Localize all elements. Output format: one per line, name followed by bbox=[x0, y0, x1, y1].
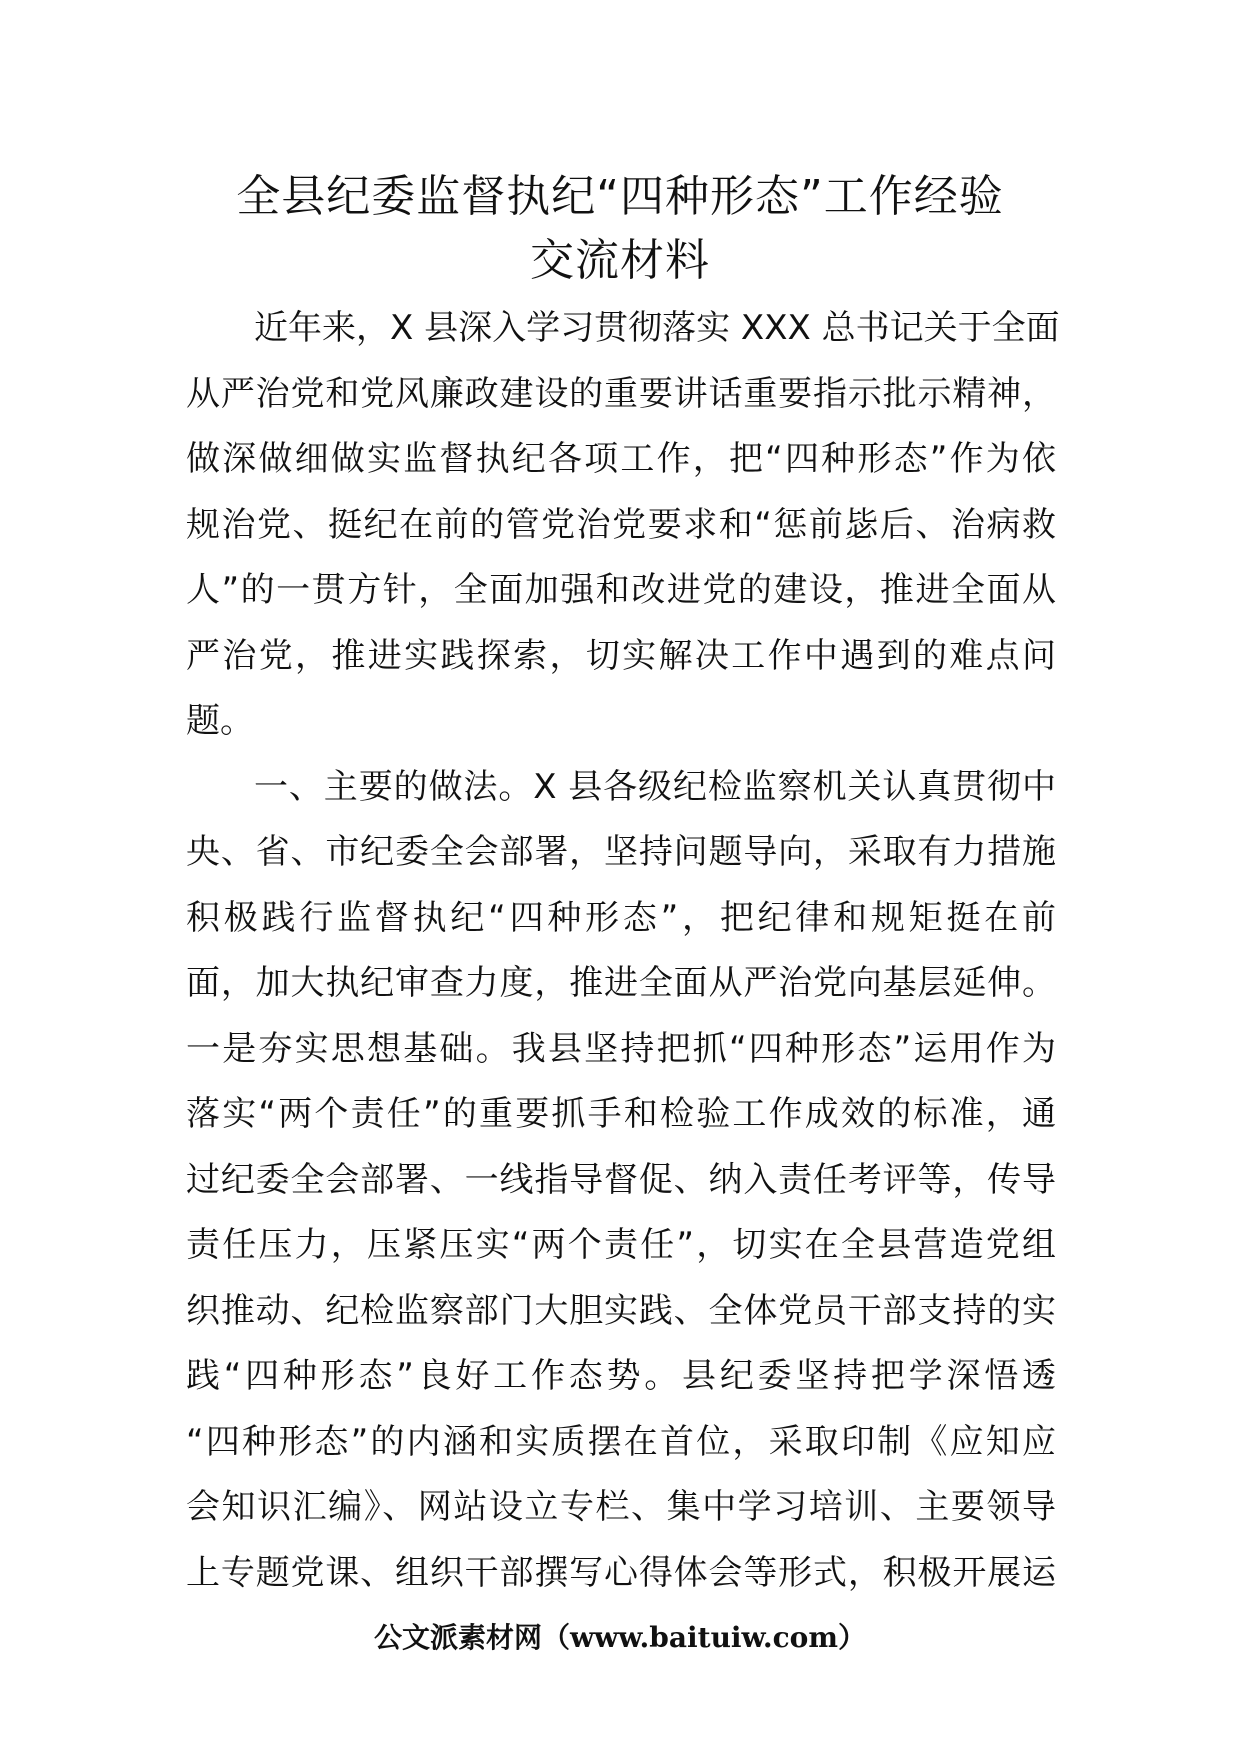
text-line: 近年来，X 县深入学习贯彻落实 XXX 总书记关于全面 bbox=[254, 308, 1060, 348]
text-line: 从严治党和党风廉政建设的重要讲话重要指示批示精神， bbox=[186, 373, 1056, 414]
text-line: 面，加大执纪审查力度，推进全面从严治党向基层延伸。 bbox=[186, 963, 1056, 1003]
text-line: 规治党、挺纪在前的管党治党要求和“惩前毖后、治病救 bbox=[186, 504, 1056, 545]
text-line: “四种形态”的内涵和实质摆在首位，采取印制《应知应 bbox=[186, 1421, 1056, 1462]
text-line: 人”的一贯方针，全面加强和改进党的建设，推进全面从 bbox=[186, 570, 1056, 610]
text-line: 严治党，推进实践探索，切实解决工作中遇到的难点问 bbox=[186, 635, 1056, 676]
text-line: 题。 bbox=[186, 701, 254, 741]
text-line: 责任压力，压紧压实“两个责任”，切实在全县营造党组 bbox=[186, 1225, 1056, 1265]
text-line: 践“四种形态”良好工作态势。县纪委坚持把学深悟透 bbox=[186, 1356, 1056, 1396]
paragraph-main-practices bbox=[186, 755, 1056, 1607]
text-line: 一、主要的做法。X 县各级纪检监察机关认真贯彻中 bbox=[254, 766, 1056, 807]
paragraph-intro bbox=[186, 296, 1060, 755]
text-line: 做深做细做实监督执纪各项工作，把“四种形态”作为依 bbox=[186, 439, 1056, 479]
footer-watermark: 公文派素材网（www.baituiw.com） bbox=[374, 1621, 866, 1654]
document-body bbox=[186, 296, 1060, 1606]
text-line: 积极践行监督执纪“四种形态”，把纪律和规矩挺在前 bbox=[186, 897, 1056, 938]
text-line: 会知识汇编》、网站设立专栏、集中学习培训、主要领导 bbox=[186, 1487, 1056, 1527]
title-line-2: 交流材料 bbox=[530, 235, 710, 286]
document-title bbox=[150, 165, 1090, 293]
text-line: 落实“两个责任”的重要抓手和检验工作成效的标准，通 bbox=[186, 1094, 1056, 1134]
text-line: 过纪委全会部署、一线指导督促、纳入责任考评等，传导 bbox=[186, 1159, 1056, 1200]
text-line: 一是夯实思想基础。我县坚持把抓“四种形态”运用作为 bbox=[186, 1028, 1056, 1069]
text-line: 上专题党课、组织干部撰写心得体会等形式，积极开展运 bbox=[186, 1552, 1056, 1593]
text-line: 织推动、纪检监察部门大胆实践、全体党员干部支持的实 bbox=[186, 1290, 1056, 1331]
text-line: 央、省、市纪委全会部署，坚持问题导向，采取有力措施 bbox=[186, 832, 1056, 872]
title-line-1: 全县纪委监督执纪“四种形态”工作经验 bbox=[236, 171, 1004, 222]
